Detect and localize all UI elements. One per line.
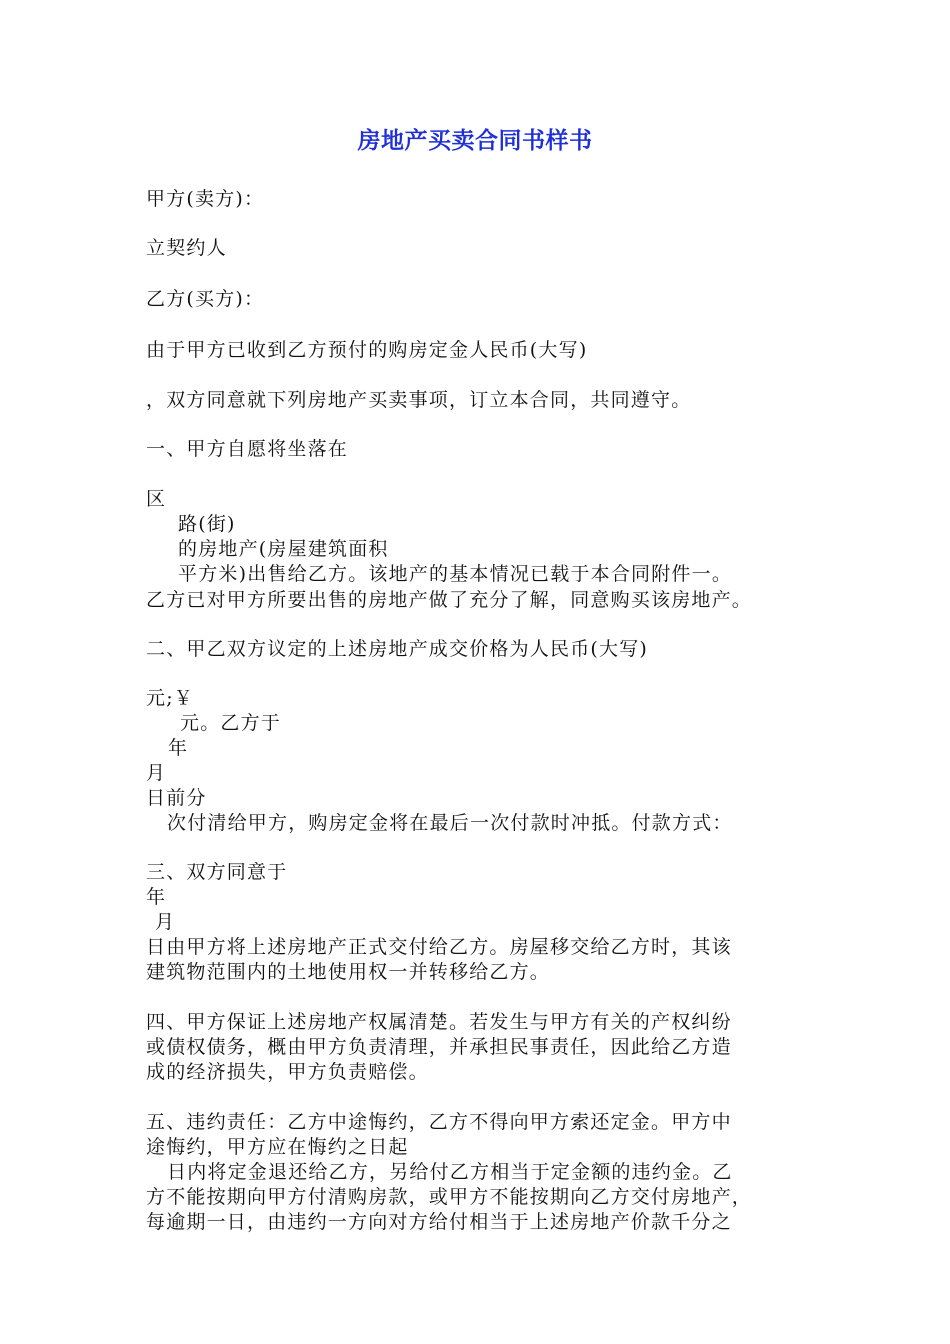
clause-4-line: 四、甲方保证上述房地产权属清楚。若发生与甲方有关的产权纠纷 (146, 1011, 732, 1033)
clause-1-line: 乙方已对甲方所要出售的房地产做了充分了解，同意购买该房地产。 (146, 589, 753, 611)
clause-1-line: 区 (146, 488, 167, 510)
clause-3-line: 月 (155, 911, 176, 933)
clause-1-line: 一、甲方自愿将坐落在 (146, 438, 349, 460)
clause-5-line: 每逾期一日，由违约一方向对方给付相当于上述房地产价款千分之 (146, 1211, 732, 1233)
clause-2-line: 二、甲乙双方议定的上述房地产成交价格为人民币(大写) (146, 638, 649, 660)
clause-3-line: 年 (146, 886, 167, 908)
clause-1-line: 平方米)出售给乙方。该地产的基本情况已载于本合同附件一。 (178, 563, 733, 585)
contract-party-line: 立契约人 (146, 237, 227, 259)
clause-4-line: 成的经济损失，甲方负责赔偿。 (146, 1061, 429, 1083)
clause-5-line: 日内将定金退还给乙方，另给付乙方相当于定金额的违约金。乙 (167, 1161, 733, 1183)
clause-5-line: 途悔约，甲方应在悔约之日起 (146, 1136, 409, 1158)
clause-2-line: 元;￥ (146, 687, 195, 709)
clause-4-line: 或债权债务，概由甲方负责清理，并承担民事责任，因此给乙方造 (146, 1036, 732, 1058)
paragraph-line: ，双方同意就下列房地产买卖事项，订立本合同，共同遵守。 (146, 389, 692, 411)
clause-3-line: 日由甲方将上述房地产正式交付给乙方。房屋移交给乙方时，其该 (146, 936, 732, 958)
clause-3-line: 建筑物范围内的土地使用权一并转移给乙方。 (146, 961, 551, 983)
party-b-line: 乙方(买方)： (146, 288, 265, 310)
paragraph-line: 由于甲方已收到乙方预付的购房定金人民币(大写) (146, 339, 588, 361)
clause-1-line: 路(街) (178, 513, 236, 535)
clause-2-line: 次付清给甲方，购房定金将在最后一次付款时冲抵。付款方式： (167, 812, 733, 834)
document-title: 房地产买卖合同书样书 (357, 128, 593, 154)
clause-3-line: 三、双方同意于 (146, 861, 288, 883)
clause-2-line: 年 (168, 737, 189, 759)
clause-5-line: 方不能按期向甲方付清购房款，或甲方不能按期向乙方交付房地产， (146, 1186, 753, 1208)
clause-1-line: 的房地产(房屋建筑面积 (178, 538, 389, 560)
party-a-line: 甲方(卖方)： (146, 188, 265, 210)
clause-5-line: 五、违约责任：乙方中途悔约，乙方不得向甲方索还定金。甲方中 (146, 1111, 732, 1133)
clause-2-line: 元。乙方于 (180, 712, 282, 734)
clause-2-line: 月 (146, 762, 167, 784)
clause-2-line: 日前分 (146, 787, 207, 809)
